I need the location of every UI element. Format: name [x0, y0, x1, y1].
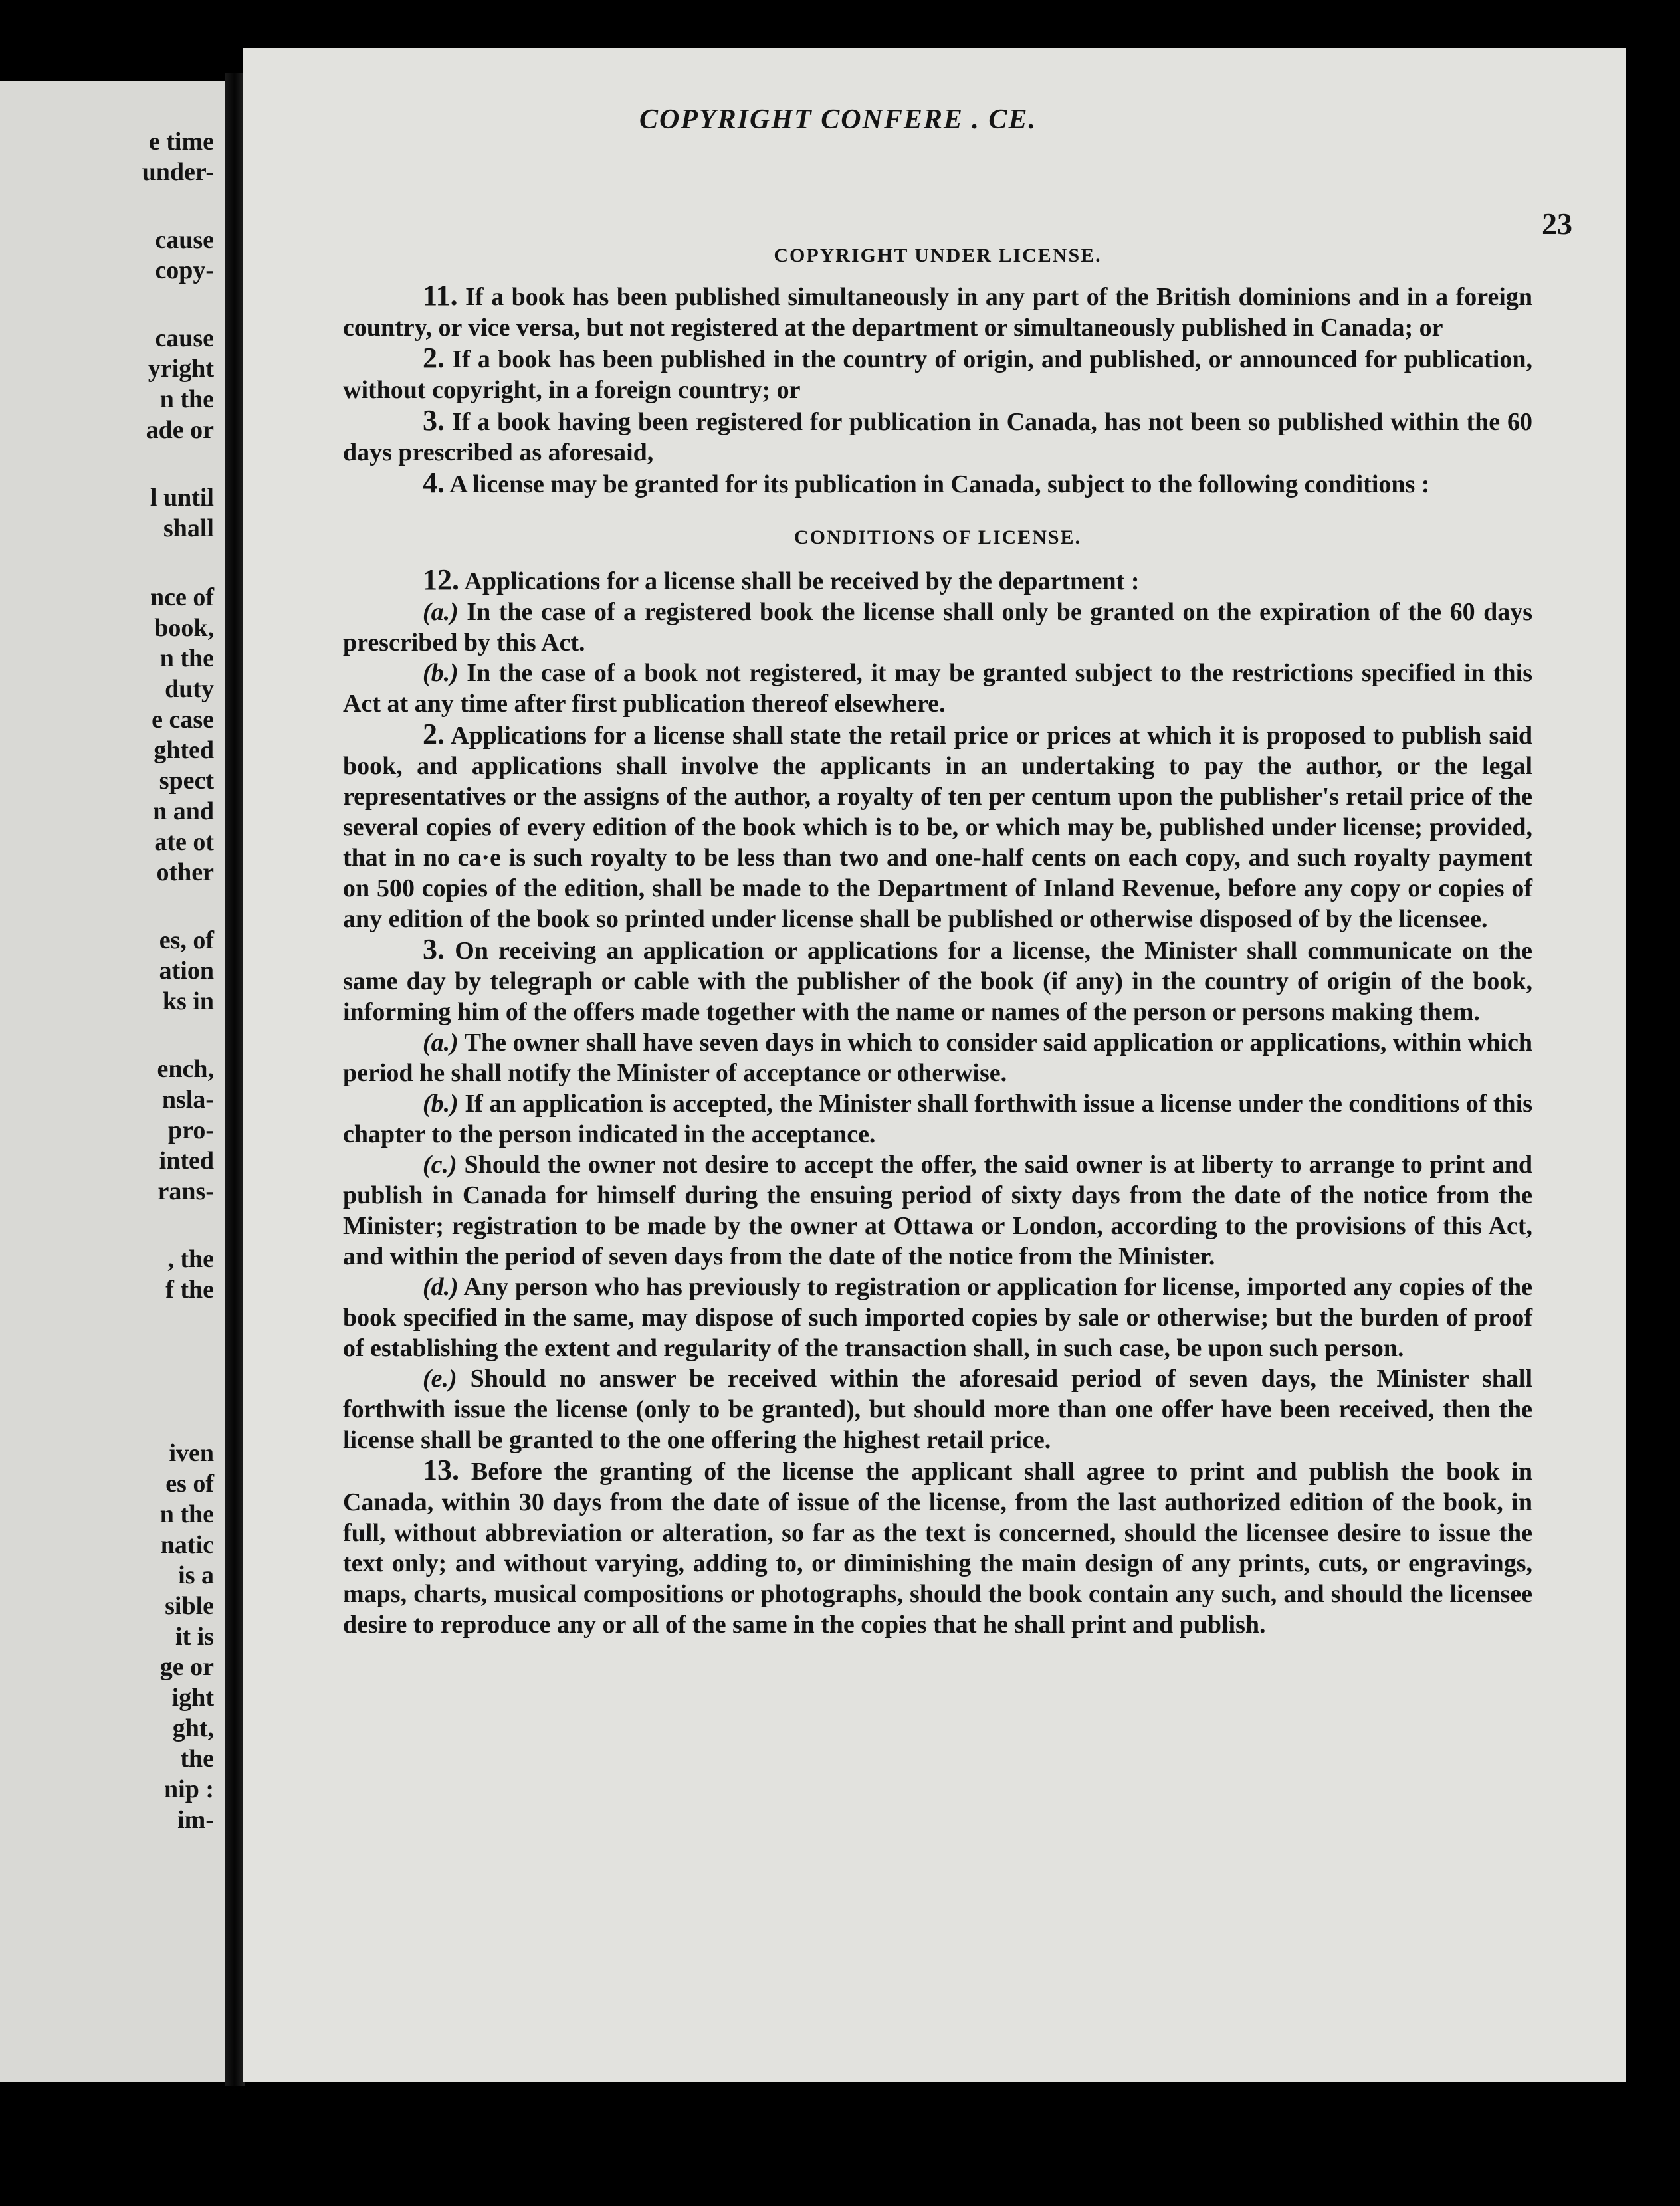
margin-fragment: , the: [167, 1245, 214, 1273]
paragraph: [343, 934, 1532, 1027]
page-content: [343, 148, 1572, 1640]
margin-fragment: e case: [152, 706, 214, 734]
paragraph: [343, 1272, 1532, 1363]
margin-fragment: other: [156, 858, 214, 886]
margin-fragment: duty: [165, 675, 214, 703]
margin-fragment: n the: [159, 645, 214, 672]
margin-fragment: ench,: [157, 1055, 214, 1083]
paragraph-number: (a.): [423, 1029, 459, 1056]
section2-paragraphs: [343, 565, 1532, 1640]
paragraph: [343, 280, 1532, 343]
section-conditions-of-license: [343, 526, 1532, 1640]
gutter: [225, 73, 245, 2086]
paragraph-number: 11.: [423, 279, 458, 312]
paragraph-number: (a.): [423, 598, 459, 626]
margin-fragment: cause: [155, 226, 214, 254]
margin-fragment: ght,: [172, 1714, 214, 1742]
paragraph: [343, 1027, 1532, 1088]
margin-fragment: n the: [159, 1500, 214, 1528]
margin-fragment: copy-: [155, 256, 214, 284]
paragraph-text: If a book having been registered for publication in Canada, has not been so published within the 60 days prescribed as aforesaid,: [343, 408, 1533, 466]
margin-fragment: ation: [159, 957, 214, 985]
paragraph-text: If a book has been published in the country of origin, and published, or announced for publication, without copyright, in a foreign country; or: [343, 346, 1532, 404]
section-copyright-under-license: [343, 245, 1532, 500]
paragraph: [343, 405, 1532, 468]
margin-fragment: the: [180, 1745, 214, 1773]
running-head: COPYRIGHT CONFERE . CE.: [639, 104, 1037, 135]
margin-fragment: it is: [175, 1623, 214, 1651]
paragraph: [343, 1088, 1532, 1150]
margin-fragment: es, of: [159, 926, 214, 954]
margin-fragment: pro-: [168, 1116, 214, 1144]
paragraph-text: Should no answer be received within the aforesaid period of seven days, the Minister shall forthwith issue the license (only to be granted), but should more than one offer have been received, then the license shall be granted to the one offering the highest retail price.: [343, 1365, 1533, 1454]
paragraph-number: 4.: [423, 466, 445, 499]
margin-fragment: n the: [159, 385, 214, 413]
margin-fragment: shall: [163, 514, 214, 542]
paragraph-text: Applications for a license shall state the retail price or prices at which it is proposed to publish said book, and applications shall involve the applicants in an undertaking to pay the author, or the legal representatives or the assigns of the author, a royalty of ten per centum upon the publisher's retail price of the several copies of every edition of the book which is to be, or which may be, published under license; provided, that in no ca·e is such royalty to be less than two and one-half cents on each copy, and such royalty payment on 500 copies of the edition, shall be made to the Department of Inland Revenue, before any copy or copies of any edition of the book so printed under license shall be published or otherwise disposed of by the licensee.: [343, 722, 1533, 933]
paragraph-number: (d.): [423, 1273, 459, 1301]
margin-fragment: n and: [153, 797, 214, 825]
margin-fragment: yright: [148, 355, 214, 383]
margin-fragment: f the: [165, 1276, 214, 1304]
paragraph-text: Before the granting of the license the applicant shall agree to print and publish the book in Canada, within 30 days from the date of issue of the license, from the last authorized edition of the book, in full, without abbreviation or alteration, so far as the text is concerned, should the licensee desire to issue the text only; and without varying, adding to, or diminishing the main design of any prints, cuts, or engravings, maps, charts, musical compositions or photographs, should the book contain any such, and should the licensee desire to reproduce any or all of the same in the copies that he shall print and publish.: [343, 1458, 1532, 1639]
paragraph: [343, 565, 1532, 597]
margin-fragment: ight: [171, 1684, 214, 1712]
paragraph-text: If an application is accepted, the Minister shall forthwith issue a license under the conditions of this chapter to the person indicated in the acceptance.: [343, 1090, 1533, 1148]
margin-fragment: es of: [165, 1470, 214, 1498]
paragraph-number: 12.: [423, 563, 459, 596]
margin-fragment: ks in: [162, 987, 214, 1015]
paragraph-number: (e.): [423, 1365, 457, 1393]
section-heading: CONDITIONS OF LICENSE.: [793, 526, 1082, 548]
paragraph-number: 13.: [423, 1454, 459, 1486]
paragraph-text: In the case of a book not registered, it may be granted subject to the restrictions specified in this Act at any time after first publication thereof elsewhere.: [343, 659, 1532, 718]
margin-fragment: nip :: [164, 1775, 214, 1803]
paragraph: [343, 719, 1532, 934]
paragraph: [343, 468, 1532, 500]
margin-fragment: inted: [159, 1147, 214, 1175]
paragraph: [343, 1150, 1532, 1272]
paragraph-number: 2.: [423, 718, 445, 750]
paragraph-text: A license may be granted for its publication in Canada, subject to the following conditions :: [449, 470, 1430, 498]
paragraph-text: On receiving an application or applications for a license, the Minister shall communicate on the same day by telegraph or cable with the publisher of the book (if any) in the country of origin of the book, informing him of the offers made together with the name or names of the person or persons making them.: [343, 937, 1533, 1026]
margin-fragment: ate ot: [154, 828, 214, 856]
left-page: [0, 81, 225, 2082]
section1-paragraphs: [343, 280, 1532, 500]
paragraph-text: In the case of a registered book the license shall only be granted on the expiration of the 60 days prescribed by this Act.: [343, 598, 1532, 656]
paragraph-text: The owner shall have seven days in which to consider said application or applications, within which period he shall notify the Minister of acceptance or otherwise.: [343, 1029, 1532, 1087]
paragraph-number: (b.): [423, 659, 459, 687]
margin-fragment: is a: [178, 1561, 214, 1589]
page-number: 23: [1542, 207, 1572, 241]
margin-fragment: ghted: [154, 736, 214, 764]
margin-fragment: e time: [148, 128, 214, 155]
margin-fragment: l until: [150, 484, 214, 512]
paragraph: [343, 597, 1532, 658]
paragraph-text: Any person who has previously to registration or application for license, imported any copies of the book specified in the same, may dispose of such imported copies by sale or otherwise; but the burden of proof of establishing the extent and regularity of the transaction shall, in such case, be upon such person.: [343, 1273, 1532, 1362]
paragraph-number: (b.): [423, 1090, 459, 1118]
margin-fragment: rans-: [158, 1177, 214, 1205]
margin-fragment: ade or: [146, 416, 214, 444]
right-page: [243, 48, 1626, 2082]
margin-fragment: natic: [160, 1531, 214, 1559]
margin-fragment: spect: [159, 767, 214, 795]
paragraph: [343, 658, 1532, 719]
paragraph-number: (c.): [423, 1151, 457, 1179]
paragraph: [343, 343, 1532, 405]
paragraph: [343, 1363, 1532, 1455]
margin-fragment: book,: [154, 614, 214, 642]
margin-fragment: nsla-: [161, 1086, 214, 1114]
paragraph-text: If a book has been published simultaneously in any part of the British dominions and in a foreign country, or vice versa, but not registered at the department or simultaneously published in Canada; or: [343, 283, 1532, 342]
margin-fragment: nce of: [150, 583, 214, 611]
paragraph-text: Should the owner not desire to accept the offer, the said owner is at liberty to arrange to print and publish in Canada for himself during the ensuing period of sixty days from the date of the notice from the Minister; registration to be made by the owner at Ottawa or London, according to the provisions of this Act, and within the period of seven days from the date of the notice from the Minister.: [343, 1151, 1533, 1270]
paragraph: [343, 1455, 1532, 1640]
margin-fragment: ge or: [159, 1653, 214, 1681]
paragraph-number: 3.: [423, 933, 445, 965]
margin-fragment: im-: [177, 1806, 214, 1834]
margin-fragment: iven: [169, 1439, 214, 1467]
section-heading: COPYRIGHT UNDER LICENSE.: [774, 245, 1102, 266]
paragraph-number: 3.: [423, 404, 445, 437]
margin-fragment: cause: [155, 324, 214, 352]
margin-fragment: under-: [142, 158, 214, 186]
paragraph-text: Applications for a license shall be received by the department :: [464, 567, 1140, 595]
margin-fragment: sible: [165, 1592, 214, 1620]
paragraph-number: 2.: [423, 342, 445, 374]
